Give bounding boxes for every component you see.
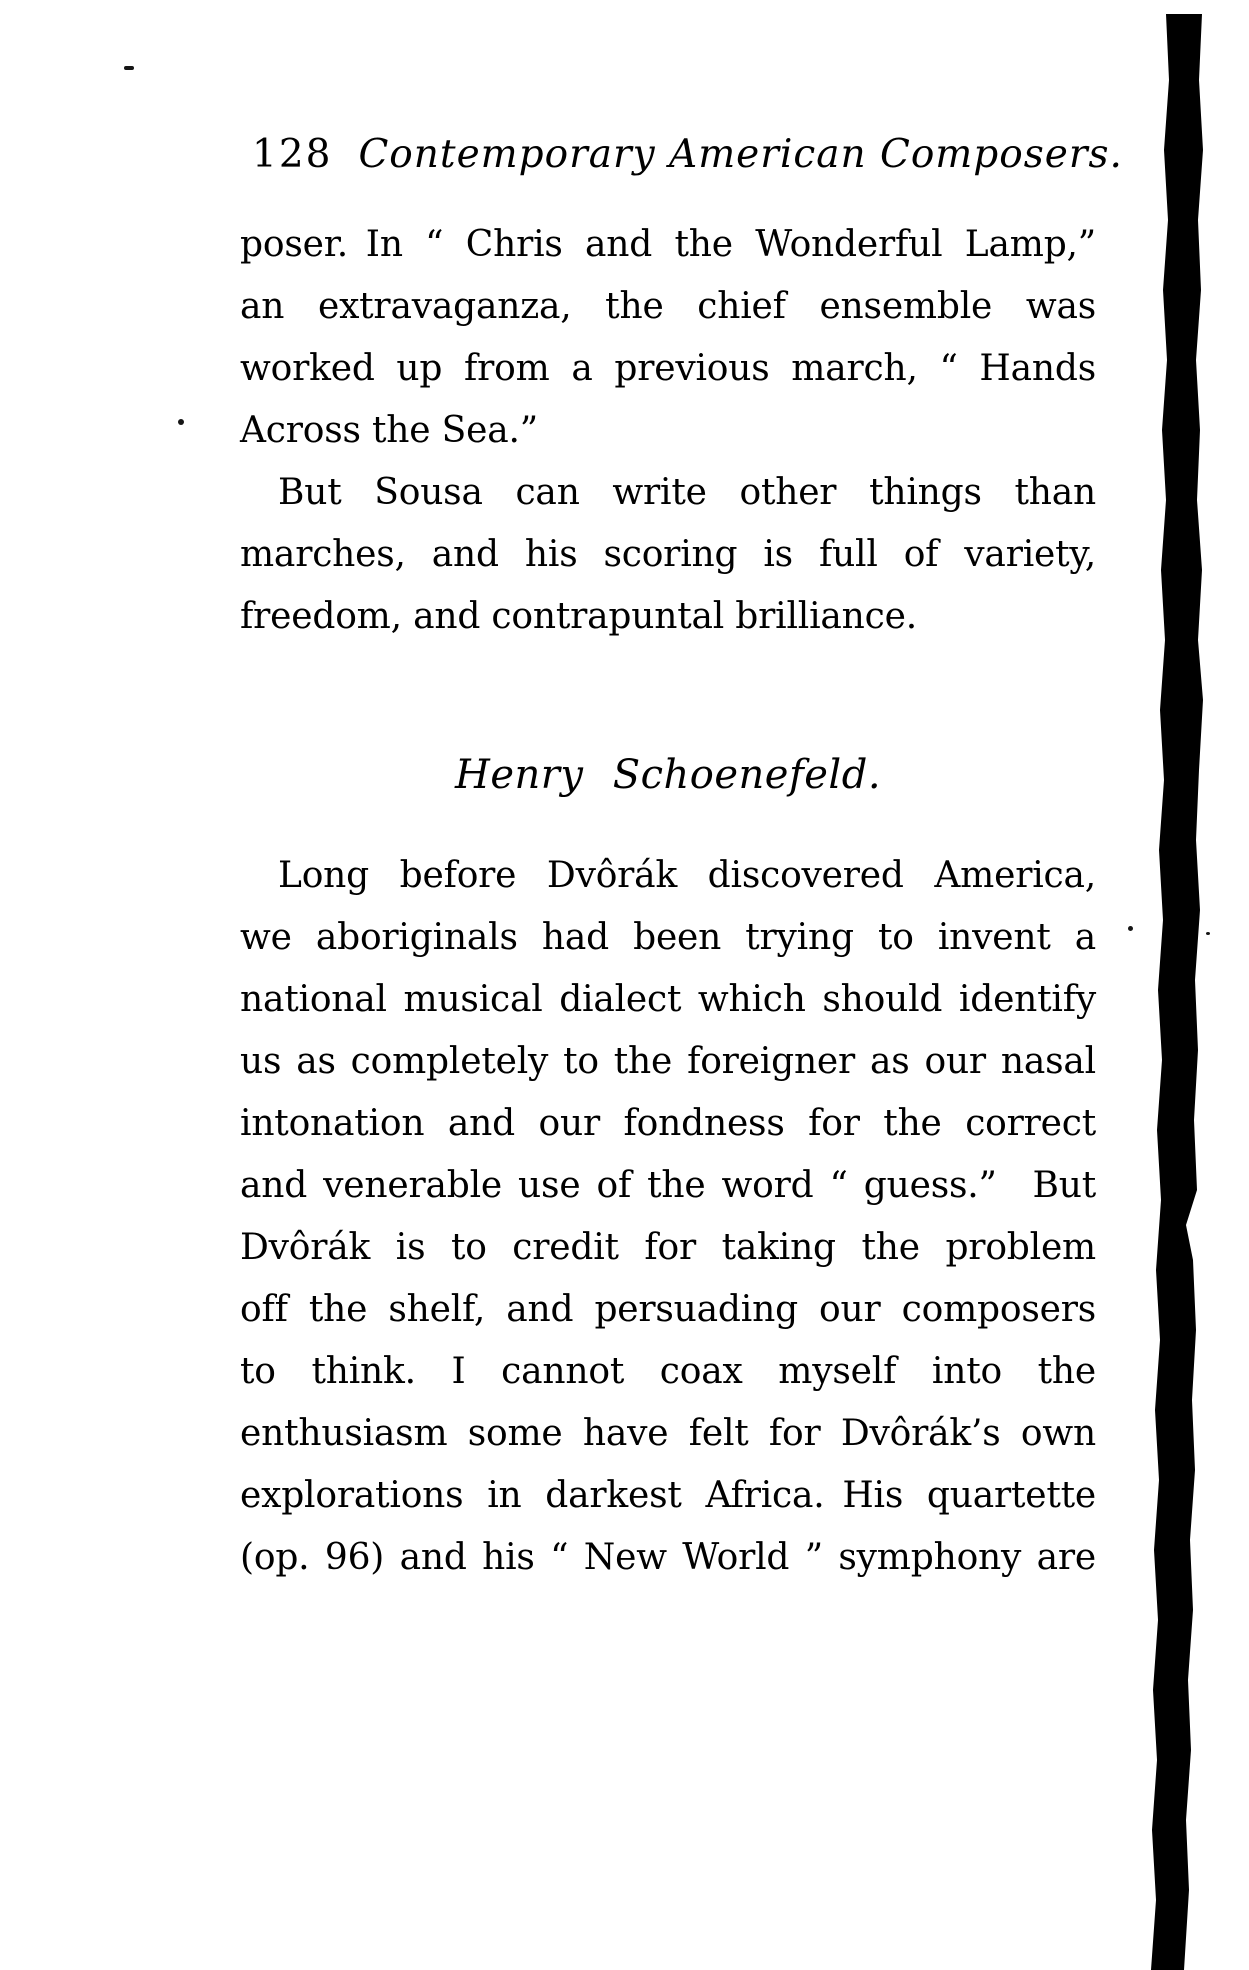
ink-speck [1128, 926, 1133, 931]
text-line: marches, and his scoring is full of variety, [240, 534, 1096, 575]
text-line: Across the Sea.” [240, 410, 538, 451]
text-line: poser. In “ Chris and the Wonderful Lamp,” [240, 224, 1096, 265]
running-header [252, 124, 1123, 186]
text-line: off the shelf, and persuading our composers [240, 1289, 1096, 1330]
section-heading: Henry Schoenefeld. [454, 752, 882, 798]
ink-speck [1206, 932, 1210, 935]
text-line: enthusiasm some have felt for Dvôrák’s own [240, 1413, 1096, 1454]
ink-speck [178, 419, 184, 425]
text-line: an extravaganza, the chief ensemble was [240, 286, 1096, 327]
text-line: and venerable use of the word “ guess.” But [240, 1165, 1096, 1206]
text-line: freedom, and contrapuntal brilliance. [240, 596, 917, 637]
text-line: Long before Dvôrák discovered America, [278, 855, 1096, 896]
text-line: intonation and our fondness for the correct [240, 1103, 1096, 1144]
text-line: explorations in darkest Africa. His quartette [240, 1475, 1096, 1516]
paragraph [240, 462, 1096, 648]
page-number: 128 [252, 132, 333, 177]
paragraph [240, 845, 1096, 1589]
text-line: But Sousa can write other things than [278, 472, 1096, 513]
text-line: (op. 96) and his “ New World ” symphony are [240, 1537, 1096, 1578]
text-line: to think. I cannot coax myself into the [240, 1351, 1096, 1392]
text-line: worked up from a previous march, “ Hands [240, 348, 1096, 389]
binding-strip-artifact [1151, 14, 1203, 1970]
paragraph [240, 214, 1096, 462]
text-line: Dvôrák is to credit for taking the problem [240, 1227, 1096, 1268]
text-line: us as completely to the foreigner as our nasal [240, 1041, 1096, 1082]
text-line: national musical dialect which should identify [240, 979, 1096, 1020]
ink-speck [124, 66, 134, 70]
text-line: we aboriginals had been trying to invent a [240, 917, 1096, 958]
running-title: Contemporary American Composers. [358, 132, 1123, 177]
